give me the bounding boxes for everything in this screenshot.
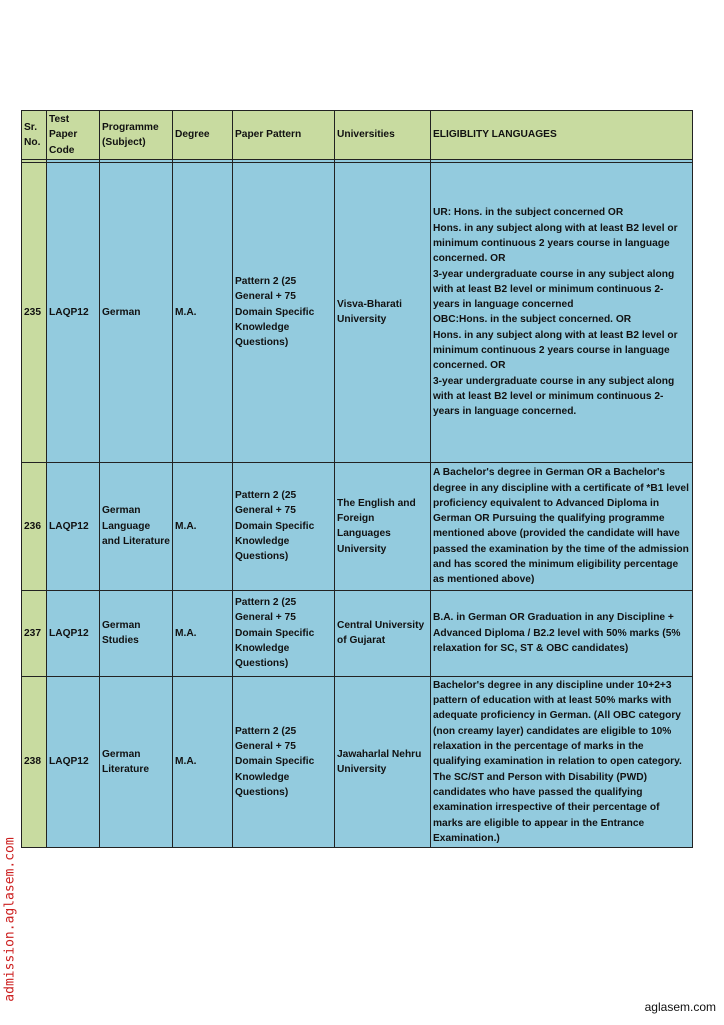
eligibility-line: Hons. in any subject along with at least B2 level or minimum continuous 2 years course in language concerned. OR (433, 222, 678, 265)
cell-degree: M.A. (173, 162, 233, 462)
cell-programme: German (100, 162, 173, 462)
header-sr-no: Sr. No. (22, 111, 47, 160)
eligibility-line: A Bachelor's degree in German OR a Bachelor's degree in any discipline with a certificate of *B1 level proficiency equivalent to Advanced Diploma in German OR Pursuing the qualifying programme mentioned above (provided the candidate will have passed the examination by the time of the admission and has scored the minimum eligibility percentage as mentioned above) (433, 467, 689, 586)
cell-programme: German Studies (100, 590, 173, 676)
cell-programme: German Language and Literature (100, 462, 173, 590)
cell-university: Visva-Bharati University (335, 162, 431, 462)
header-universities: Universities (335, 111, 431, 160)
cell-degree: M.A. (173, 676, 233, 847)
cell-degree: M.A. (173, 590, 233, 676)
cell-test-paper-code: LAQP12 (47, 462, 100, 590)
eligibility-table (21, 110, 693, 848)
cell-eligibility (431, 676, 693, 847)
header-programme: Programme (Subject) (100, 111, 173, 160)
cell-sr-no: 238 (22, 676, 47, 847)
cell-sr-no: 236 (22, 462, 47, 590)
cell-eligibility (431, 590, 693, 676)
cell-sr-no: 237 (22, 590, 47, 676)
cell-test-paper-code: LAQP12 (47, 162, 100, 462)
header-eligibility: ELIGIBLITY LANGUAGES (431, 111, 693, 160)
cell-paper-pattern: Pattern 2 (25 General + 75 Domain Specific Knowledge Questions) (233, 162, 335, 462)
eligibility-line: Hons. in any subject along with at least B2 level or minimum continuous 2 years course in language concerned. OR (433, 329, 678, 372)
cell-university: The English and Foreign Languages University (335, 462, 431, 590)
footer-watermark: aglasem.com (644, 1000, 716, 1014)
cell-programme: German Literature (100, 676, 173, 847)
header-test-paper-code: Test Paper Code (47, 111, 100, 160)
cell-sr-no: 235 (22, 162, 47, 462)
cell-paper-pattern: Pattern 2 (25 General + 75 Domain Specific Knowledge Questions) (233, 676, 335, 847)
cell-eligibility (431, 162, 693, 462)
eligibility-line: 3-year undergraduate course in any subject along with at least B2 level or minimum continuous 2-years in language concerned. (433, 375, 675, 418)
table-row (22, 590, 693, 676)
eligibility-line: B.A. in German OR Graduation in any Discipline + Advanced Diploma / B2.2 level with 50% marks (5% relaxation for SC, ST & OBC candidates) (433, 612, 681, 655)
cell-test-paper-code: LAQP12 (47, 676, 100, 847)
table-row (22, 162, 693, 462)
header-degree: Degree (173, 111, 233, 160)
cell-paper-pattern: Pattern 2 (25 General + 75 Domain Specific Knowledge Questions) (233, 590, 335, 676)
cell-university: Jawaharlal Nehru University (335, 676, 431, 847)
eligibility-line: OBC:Hons. in the subject concerned. OR (433, 314, 632, 326)
cell-university: Central University of Gujarat (335, 590, 431, 676)
table-row (22, 676, 693, 847)
eligibility-line: Bachelor's degree in any discipline under 10+2+3 pattern of education with at least 50% marks with adequate proficiency in German. (All OBC category (non creamy layer) candidates are eligible to 10% relaxation in the percentage of marks in the qualifying examination in relation to open category. The SC/ST and Person with Disability (PWD) candidates who have passed the qualifying examination irrespective of their percentage of marks are eligible to appear in the Entrance Examination.) (433, 679, 682, 844)
table-row (22, 462, 693, 590)
cell-test-paper-code: LAQP12 (47, 590, 100, 676)
cell-eligibility (431, 462, 693, 590)
header-paper-pattern: Paper Pattern (233, 111, 335, 160)
cell-degree: M.A. (173, 462, 233, 590)
table-header-row (22, 111, 693, 160)
eligibility-line: UR: Hons. in the subject concerned OR (433, 207, 624, 219)
eligibility-line: 3-year undergraduate course in any subject along with at least B2 level or minimum continuous 2-years in language concerned (433, 268, 675, 311)
side-watermark: admission.aglasem.com (2, 837, 18, 1002)
cell-paper-pattern: Pattern 2 (25 General + 75 Domain Specific Knowledge Questions) (233, 462, 335, 590)
